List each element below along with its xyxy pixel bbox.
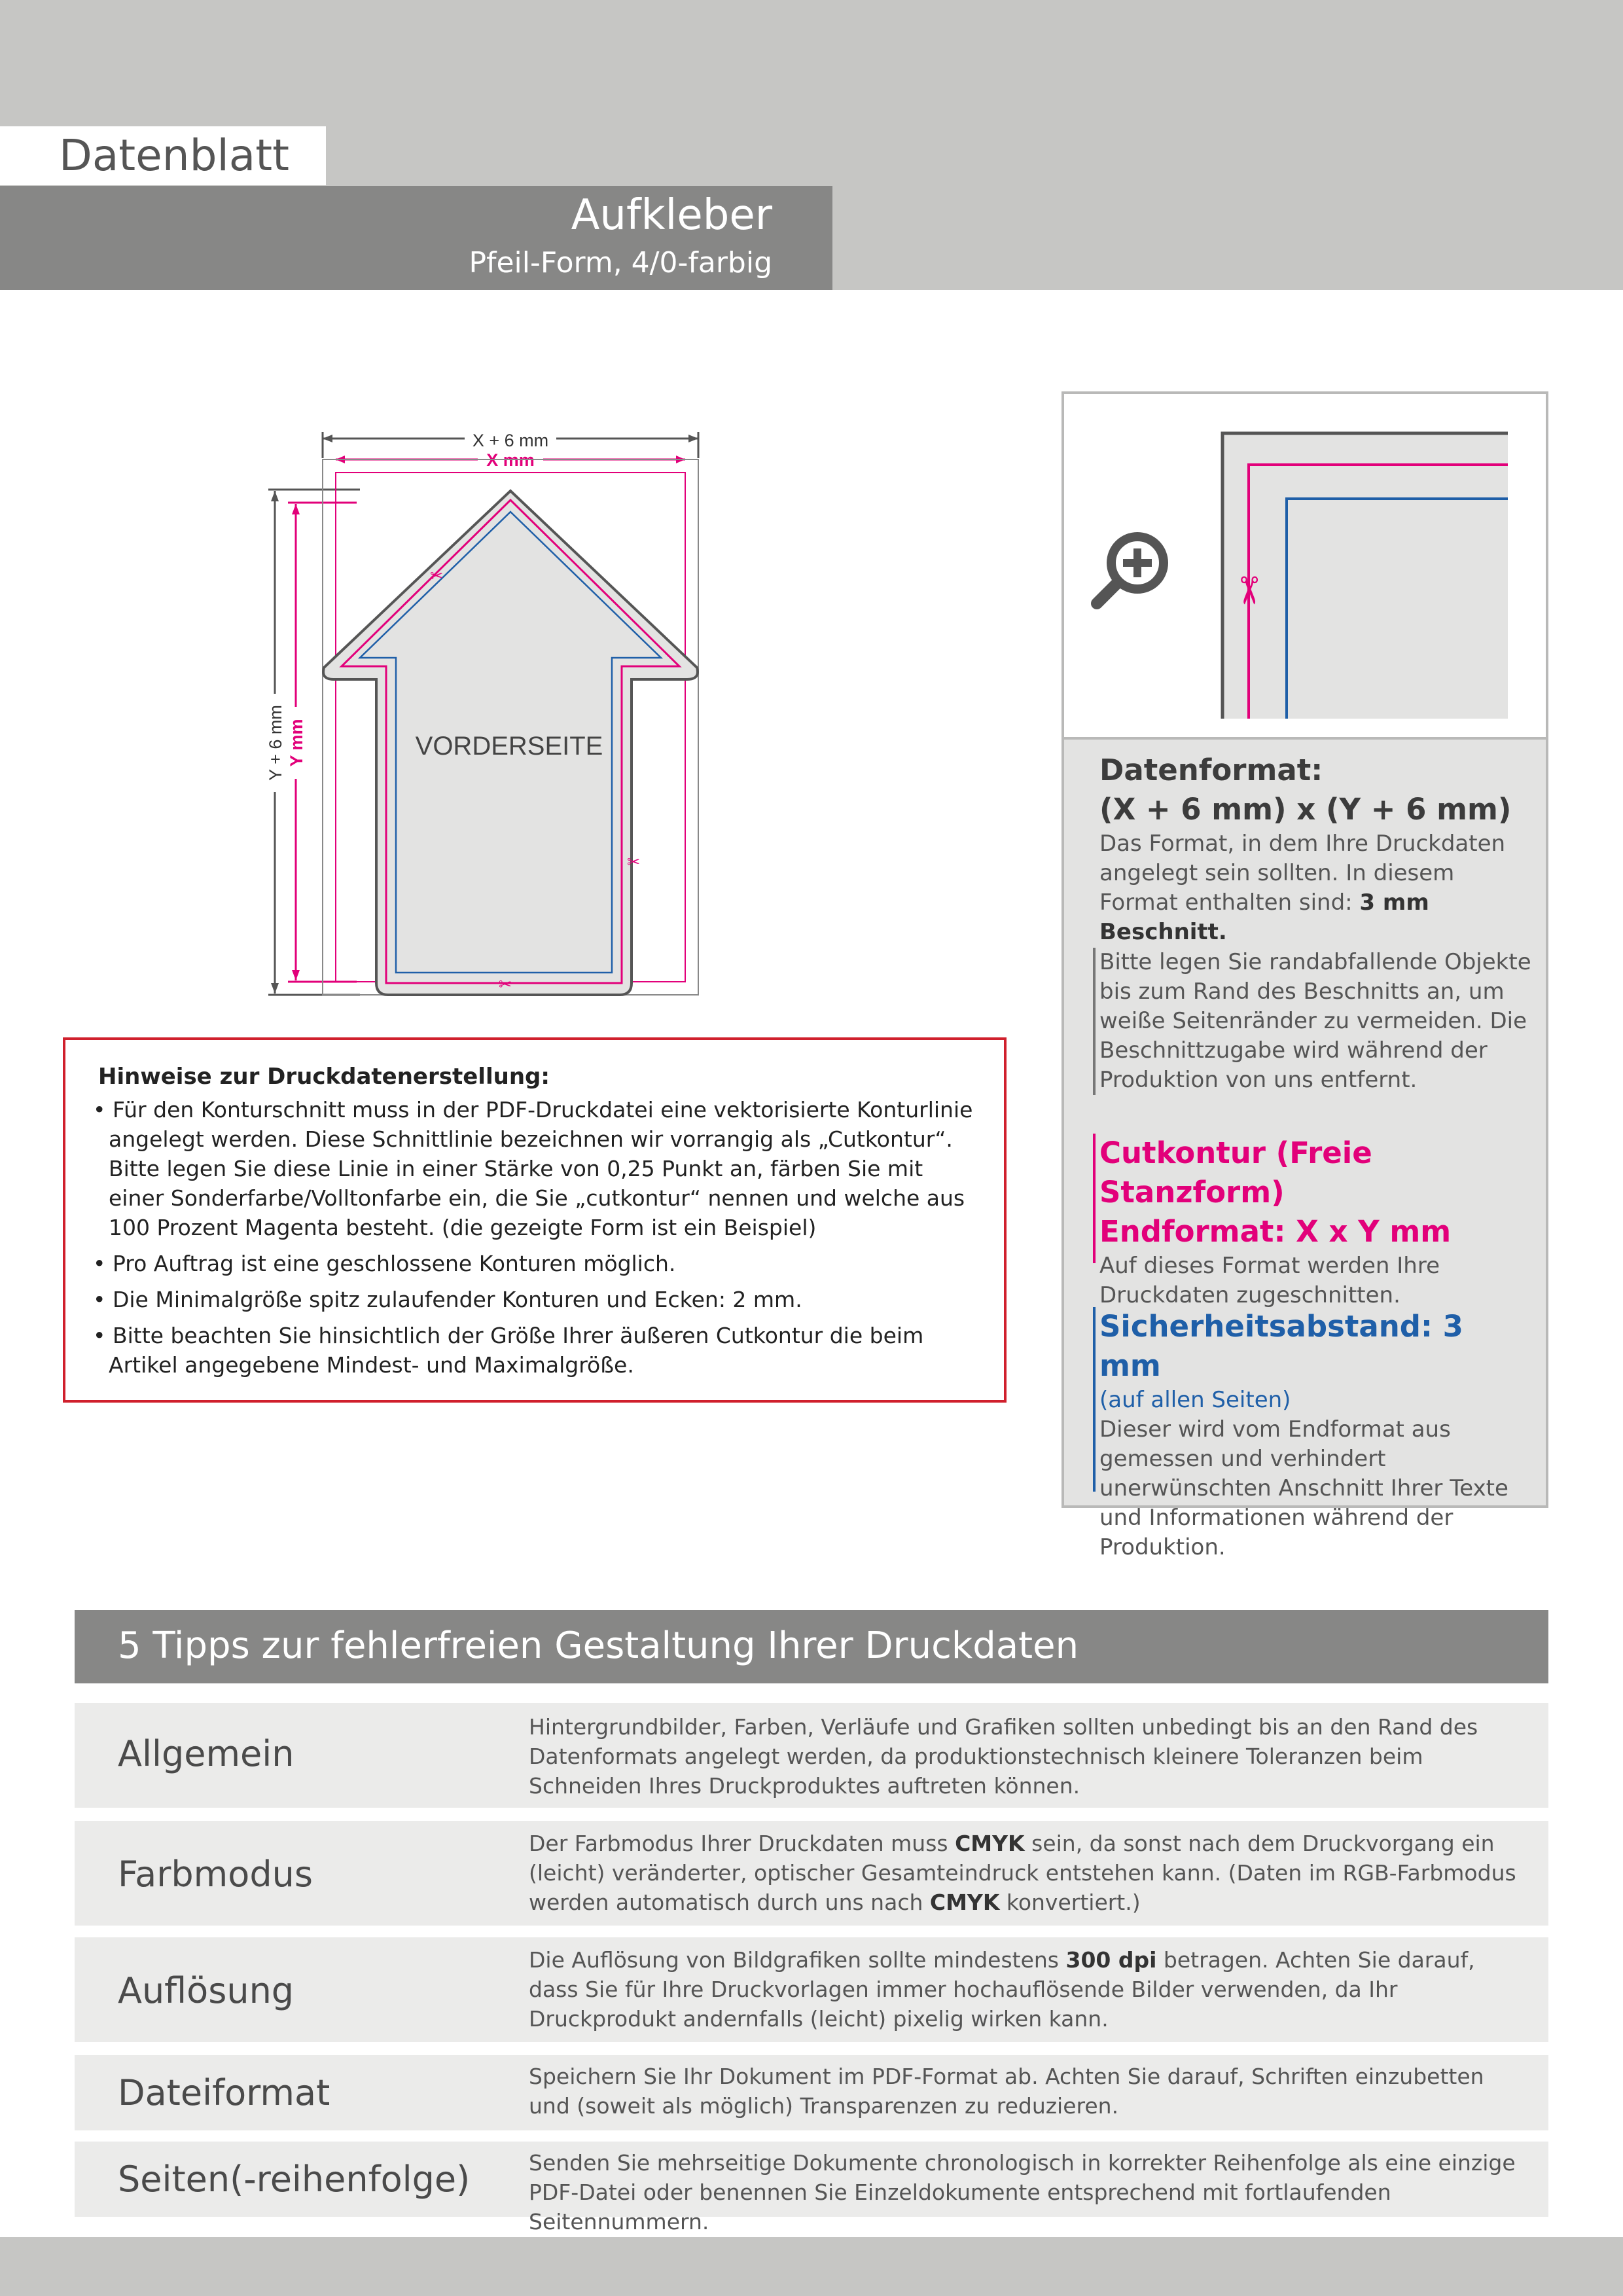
tip-text: Hintergrundbilder, Farben, Verläufe und Grafiken sollten unbedingt bis an den Rand des Datenformats angelegt werden, da produktionstechnisch kleinere Toleranzen beim Schneiden Ihres Druckproduktes auftreten können. bbox=[529, 1714, 1478, 1799]
tip-row bbox=[75, 1703, 1548, 1808]
hints-title: Hinweise zur Druckdatenerstellung: bbox=[98, 1064, 550, 1090]
scissors-icon: ✂ bbox=[430, 567, 444, 585]
document-label-text: Datenblatt bbox=[59, 130, 290, 181]
data-format-text: Das Format, in dem Ihre Druckdaten angelegt sein sollten. In diesem Format enthalten sind: 3 mm Beschnitt. bbox=[1099, 831, 1506, 945]
tip-row bbox=[75, 2142, 1548, 2234]
page-title: Aufkleber bbox=[571, 191, 772, 240]
footer-band bbox=[0, 2237, 1623, 2296]
format-info-panel bbox=[1061, 391, 1548, 1560]
width-dimension bbox=[323, 431, 698, 470]
cut-contour-block bbox=[1099, 1134, 1531, 1310]
data-format-block bbox=[1099, 751, 1531, 947]
safety-margin-title: Sicherheitsabstand: 3 mm bbox=[1099, 1309, 1463, 1383]
document-label bbox=[0, 126, 326, 185]
cut-contour-text: Auf dieses Format werden Ihre Druckdaten zugeschnitten. bbox=[1099, 1253, 1440, 1308]
magnifier-plus-icon bbox=[1097, 537, 1164, 603]
height-label: Y + 6 mm bbox=[266, 705, 285, 781]
tip-text: Senden Sie mehrseitige Dokumente chronologisch in korrekter Reihenfolge als eine einzige PDF-Datei oder benennen Sie Einzeldokumente entsprechend mit fortlaufenden Seitennummern. bbox=[529, 2150, 1516, 2234]
tip-row bbox=[75, 1821, 1548, 1926]
hints-list bbox=[93, 1095, 983, 1386]
data-format-value: (X + 6 mm) x (Y + 6 mm) bbox=[1099, 792, 1512, 827]
tip-text: Speichern Sie Ihr Dokument im PDF-Format ab. Achten Sie darauf, Schriften einzubetten und (soweit als möglich) Transparenzen zu reduzieren. bbox=[529, 2064, 1484, 2119]
tips-title: 5 Tipps zur fehlerfreien Gestaltung Ihrer Druckdaten bbox=[118, 1624, 1079, 1667]
hint-item: • Die Minimalgröße spitz zulaufender Konturen und Ecken: 2 mm. bbox=[93, 1285, 983, 1314]
bleed-info-block bbox=[1099, 948, 1531, 1095]
tip-text: Die Auflösung von Bildgrafiken sollte mindestens 300 dpi betragen. Achten Sie darauf, dass Sie für Ihre Druckvorlagen immer hochauflösende Bilder verwenden, da Ihr Druckprodukt andernfalls (leicht) pixelig wirken kann. bbox=[529, 1947, 1475, 2032]
safety-margin-sub: (auf allen Seiten) bbox=[1099, 1387, 1291, 1413]
front-side-label: VORDERSEITE bbox=[415, 732, 603, 761]
corner-zoom-graphic bbox=[1064, 394, 1546, 737]
tip-label: Dateiformat bbox=[118, 2072, 330, 2113]
height-final-label: Y mm bbox=[287, 719, 306, 767]
print-data-hints-box bbox=[63, 1037, 1007, 1403]
cut-contour-title: Cutkontur (Freie Stanzform) bbox=[1099, 1136, 1372, 1210]
hint-item: • Bitte beachten Sie hinsichtlich der Größe Ihrer äußeren Cutkontur die beim Artikel angegebene Mindest- und Maximalgröße. bbox=[93, 1321, 983, 1380]
tip-label: Allgemein bbox=[118, 1733, 294, 1774]
tip-row bbox=[75, 2055, 1548, 2130]
tip-label: Auflösung bbox=[118, 1970, 294, 2011]
page-subtitle: Pfeil-Form, 4/0-farbig bbox=[469, 246, 772, 279]
hint-item: • Pro Auftrag ist eine geschlossene Konturen möglich. bbox=[93, 1249, 983, 1278]
corner-zoom-detail bbox=[1064, 394, 1546, 740]
safety-margin-block bbox=[1099, 1307, 1531, 1562]
tips-header bbox=[75, 1610, 1548, 1683]
cut-contour-value: Endformat: X x Y mm bbox=[1099, 1214, 1452, 1249]
arrow-sticker-diagram bbox=[249, 419, 740, 1008]
scissors-icon: ✂ bbox=[627, 853, 641, 871]
title-box bbox=[0, 186, 832, 290]
hint-item: • Für den Konturschnitt muss in der PDF-Druckdatei eine vektorisierte Konturlinie angelegt werden. Diese Schnittlinie bezeichnen wir vorrangig als „Cutkontur“. Bitte legen Sie diese Linie in einer Stärke von 0,25 Punkt an, färben Sie mit einer Sonderfarbe/Volltonfarbe ein, die Sie „cutkontur“ nennen und welche aus 100 Prozent Magenta besteht. (die gezeigte Form ist ein Beispiel) bbox=[93, 1095, 983, 1242]
width-label: X + 6 mm bbox=[472, 431, 549, 450]
scissors-icon: ✂ bbox=[499, 975, 512, 994]
tip-text: Der Farbmodus Ihrer Druckdaten muss CMYK sein, da sonst nach dem Druckvorgang ein (leicht) veränderter, optischer Gesamteindruck entstehen kann. (Daten im RGB-Farbmodus werden automatisch durch uns nach CMYK konvertiert.) bbox=[529, 1831, 1516, 1915]
tip-label: Seiten(-reihenfolge) bbox=[118, 2159, 471, 2200]
tip-label: Farbmodus bbox=[118, 1854, 313, 1895]
scissors-icon: ✂ bbox=[1226, 575, 1271, 607]
width-final-label: X mm bbox=[486, 450, 535, 470]
bleed-info-text: Bitte legen Sie randabfallende Objekte bis zum Rand des Beschnitts an, um weiße Seitenränder zu vermeiden. Die Beschnittzugabe wird während der Produktion von uns entfernt. bbox=[1099, 949, 1531, 1093]
tip-row bbox=[75, 1937, 1548, 2042]
safety-margin-text: Dieser wird vom Endformat aus gemessen und verhindert unerwünschten Anschnitt Ihrer Texte und Informationen während der Produktion. bbox=[1099, 1416, 1508, 1560]
data-format-title: Datenformat: bbox=[1099, 753, 1323, 787]
height-dimension bbox=[266, 490, 360, 995]
